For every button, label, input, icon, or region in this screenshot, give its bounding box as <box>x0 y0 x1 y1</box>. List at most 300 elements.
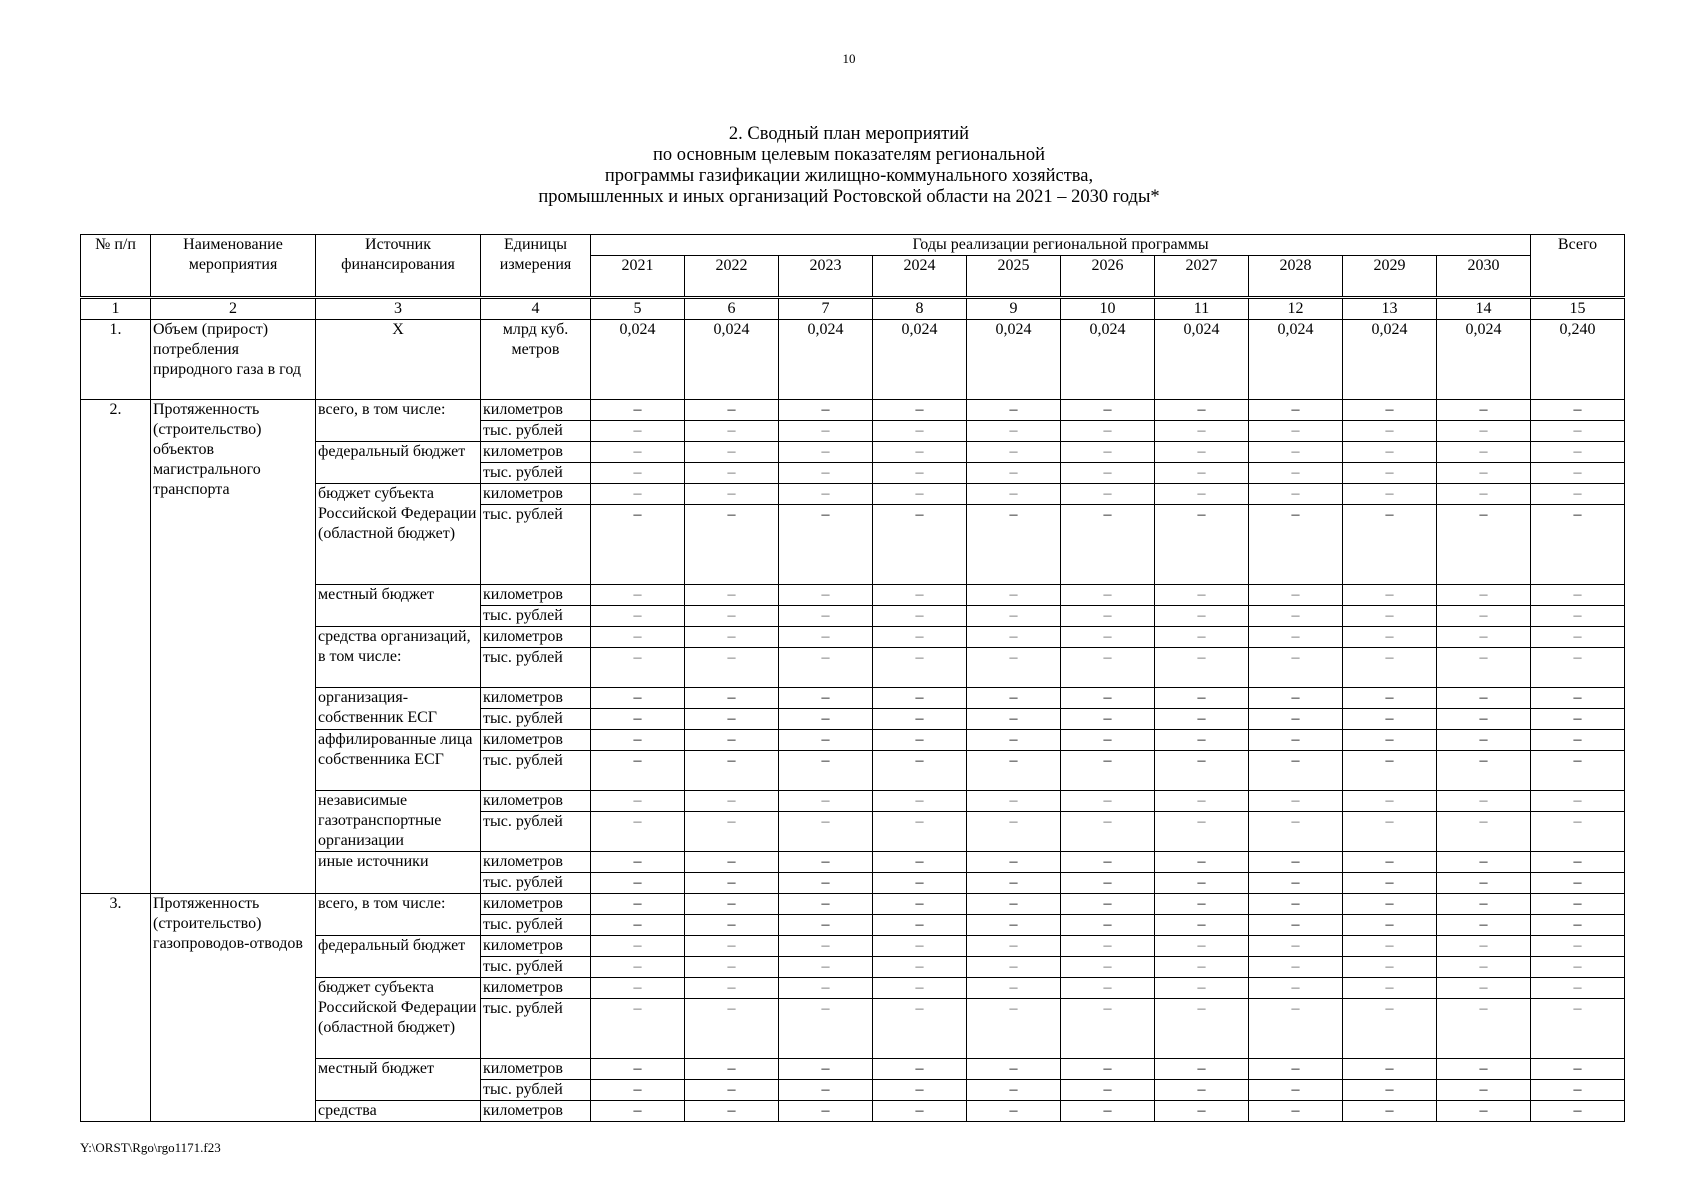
title-line-2: по основным целевым показателям региональной <box>653 145 1045 165</box>
total-cell: – <box>1531 751 1625 791</box>
value-cell: – <box>1343 709 1437 730</box>
unit-cell: тыс. рублей <box>481 505 591 585</box>
title-line-4: промышленных и иных организаций Ростовской области на 2021 – 2030 годы* <box>538 187 1160 207</box>
column-number: 9 <box>967 298 1061 320</box>
value-cell: – <box>1437 915 1531 936</box>
funding-source: всего, в том числе: <box>316 894 481 936</box>
value-cell: – <box>685 957 779 978</box>
value-cell: – <box>779 400 873 421</box>
value-cell: – <box>967 585 1061 606</box>
unit-cell: тыс. рублей <box>481 873 591 894</box>
value-cell: – <box>1061 484 1155 505</box>
value-cell: – <box>967 791 1061 812</box>
unit-cell: тыс. рублей <box>481 1080 591 1101</box>
value-cell: – <box>1061 730 1155 751</box>
value-cell: – <box>1061 648 1155 688</box>
total-cell: – <box>1531 585 1625 606</box>
unit-cell: тыс. рублей <box>481 606 591 627</box>
value-cell: – <box>1155 463 1249 484</box>
value-cell: – <box>1343 791 1437 812</box>
value-cell: – <box>685 730 779 751</box>
value-cell: – <box>1437 936 1531 957</box>
value-cell: – <box>1249 505 1343 585</box>
table-row <box>81 400 1625 421</box>
value-cell: – <box>591 894 685 915</box>
value-cell: – <box>591 873 685 894</box>
value-cell: 0,024 <box>779 320 873 400</box>
document-title <box>0 124 1698 208</box>
value-cell: – <box>685 999 779 1059</box>
value-cell: – <box>779 1101 873 1122</box>
value-cell: – <box>967 505 1061 585</box>
funding-source: иные источники <box>316 852 481 894</box>
value-cell: – <box>873 505 967 585</box>
value-cell: – <box>779 421 873 442</box>
value-cell: – <box>1343 894 1437 915</box>
value-cell: – <box>967 484 1061 505</box>
value-cell: – <box>1061 957 1155 978</box>
value-cell: – <box>1155 627 1249 648</box>
value-cell: – <box>1249 957 1343 978</box>
value-cell: – <box>873 484 967 505</box>
value-cell: – <box>967 873 1061 894</box>
value-cell: – <box>1249 606 1343 627</box>
value-cell: 0,024 <box>591 320 685 400</box>
value-cell: – <box>967 442 1061 463</box>
value-cell: – <box>1155 751 1249 791</box>
value-cell: – <box>1061 894 1155 915</box>
value-cell: – <box>1437 1101 1531 1122</box>
value-cell: – <box>1061 585 1155 606</box>
value-cell: – <box>685 1101 779 1122</box>
value-cell: – <box>1437 442 1531 463</box>
total-cell: – <box>1531 978 1625 999</box>
value-cell: – <box>1343 585 1437 606</box>
value-cell: – <box>967 751 1061 791</box>
table-row <box>81 320 1625 400</box>
value-cell: – <box>591 688 685 709</box>
unit-cell: километров <box>481 791 591 812</box>
value-cell: – <box>873 812 967 852</box>
value-cell: – <box>779 852 873 873</box>
total-cell: – <box>1531 505 1625 585</box>
value-cell: – <box>1061 463 1155 484</box>
value-cell: – <box>1061 936 1155 957</box>
unit-cell: тыс. рублей <box>481 463 591 484</box>
value-cell: – <box>1343 852 1437 873</box>
value-cell: – <box>873 936 967 957</box>
value-cell: – <box>1155 648 1249 688</box>
value-cell: – <box>685 791 779 812</box>
measure-name: Объем (прирост) потребления природного газа в год <box>151 320 316 400</box>
value-cell: – <box>1155 978 1249 999</box>
value-cell: – <box>1437 791 1531 812</box>
value-cell: – <box>1249 1080 1343 1101</box>
value-cell: – <box>1343 1080 1437 1101</box>
total-cell: – <box>1531 463 1625 484</box>
value-cell: – <box>873 852 967 873</box>
funding-source: всего, в том числе: <box>316 400 481 442</box>
total-cell: – <box>1531 894 1625 915</box>
value-cell: – <box>1061 852 1155 873</box>
value-cell: – <box>1343 873 1437 894</box>
value-cell: – <box>1343 936 1437 957</box>
value-cell: – <box>967 957 1061 978</box>
value-cell: – <box>685 627 779 648</box>
value-cell: – <box>591 730 685 751</box>
value-cell: 0,024 <box>1061 320 1155 400</box>
value-cell: – <box>1343 463 1437 484</box>
total-cell: – <box>1531 812 1625 852</box>
unit-cell: километров <box>481 442 591 463</box>
unit-cell: тыс. рублей <box>481 709 591 730</box>
value-cell: – <box>779 442 873 463</box>
value-cell: – <box>779 585 873 606</box>
value-cell: – <box>1437 585 1531 606</box>
value-cell: – <box>1343 730 1437 751</box>
total-cell: – <box>1531 627 1625 648</box>
value-cell: – <box>1437 484 1531 505</box>
unit-cell: тыс. рублей <box>481 812 591 852</box>
value-cell: – <box>1249 585 1343 606</box>
value-cell: – <box>967 1059 1061 1080</box>
value-cell: – <box>591 505 685 585</box>
column-number: 2 <box>151 298 316 320</box>
funding-source: бюджет субъекта Российской Федерации (областной бюджет) <box>316 978 481 1059</box>
header-year: 2027 <box>1155 256 1249 298</box>
value-cell: – <box>685 709 779 730</box>
value-cell: – <box>685 1080 779 1101</box>
value-cell: 0,024 <box>1155 320 1249 400</box>
column-number: 15 <box>1531 298 1625 320</box>
value-cell: – <box>1437 688 1531 709</box>
value-cell: – <box>1343 484 1437 505</box>
value-cell: – <box>779 730 873 751</box>
value-cell: – <box>873 978 967 999</box>
unit-cell: километров <box>481 400 591 421</box>
value-cell: – <box>1061 442 1155 463</box>
value-cell: – <box>591 442 685 463</box>
value-cell: 0,024 <box>1249 320 1343 400</box>
measure-name: Протяженность (строительство) газопроводов-отводов <box>151 894 316 1122</box>
value-cell: – <box>967 648 1061 688</box>
header-year: 2025 <box>967 256 1061 298</box>
file-path-footer: Y:\ORST\Rgo\rgo1171.f23 <box>80 1140 221 1155</box>
value-cell: – <box>1155 1059 1249 1080</box>
funding-source: местный бюджет <box>316 1059 481 1101</box>
funding-source: Х <box>316 320 481 400</box>
value-cell: – <box>1437 421 1531 442</box>
value-cell: – <box>1343 915 1437 936</box>
value-cell: – <box>1155 852 1249 873</box>
value-cell: – <box>1155 484 1249 505</box>
value-cell: – <box>1437 463 1531 484</box>
value-cell: – <box>1155 873 1249 894</box>
value-cell: – <box>779 957 873 978</box>
header-years-group: Годы реализации региональной программы <box>591 235 1531 256</box>
value-cell: – <box>1343 957 1437 978</box>
value-cell: – <box>1155 791 1249 812</box>
value-cell: – <box>873 709 967 730</box>
value-cell: – <box>1437 505 1531 585</box>
value-cell: – <box>1343 978 1437 999</box>
total-cell: 0,240 <box>1531 320 1625 400</box>
value-cell: – <box>1343 688 1437 709</box>
column-number: 1 <box>81 298 151 320</box>
value-cell: – <box>1437 1059 1531 1080</box>
column-number: 14 <box>1437 298 1531 320</box>
value-cell: – <box>1061 1059 1155 1080</box>
value-cell: – <box>1155 400 1249 421</box>
value-cell: – <box>967 915 1061 936</box>
value-cell: – <box>685 873 779 894</box>
value-cell: – <box>779 484 873 505</box>
value-cell: – <box>873 606 967 627</box>
column-number: 10 <box>1061 298 1155 320</box>
value-cell: – <box>591 648 685 688</box>
value-cell: – <box>591 1080 685 1101</box>
value-cell: – <box>873 999 967 1059</box>
value-cell: – <box>1061 1080 1155 1101</box>
value-cell: – <box>873 1101 967 1122</box>
value-cell: – <box>1249 915 1343 936</box>
funding-source: бюджет субъекта Российской Федерации (областной бюджет) <box>316 484 481 585</box>
value-cell: – <box>1343 751 1437 791</box>
value-cell: – <box>1249 463 1343 484</box>
value-cell: – <box>967 812 1061 852</box>
value-cell: – <box>1437 751 1531 791</box>
funding-source: федеральный бюджет <box>316 936 481 978</box>
value-cell: – <box>873 873 967 894</box>
value-cell: – <box>1155 894 1249 915</box>
value-cell: – <box>779 1080 873 1101</box>
value-cell: – <box>1343 505 1437 585</box>
value-cell: – <box>873 688 967 709</box>
total-cell: – <box>1531 957 1625 978</box>
header-year: 2023 <box>779 256 873 298</box>
value-cell: – <box>1061 999 1155 1059</box>
value-cell: – <box>779 505 873 585</box>
funding-source: местный бюджет <box>316 585 481 627</box>
value-cell: – <box>591 751 685 791</box>
funding-source: федеральный бюджет <box>316 442 481 484</box>
value-cell: – <box>1343 1101 1437 1122</box>
value-cell: – <box>1343 421 1437 442</box>
value-cell: – <box>591 915 685 936</box>
value-cell: – <box>591 999 685 1059</box>
value-cell: – <box>1249 400 1343 421</box>
unit-cell: тыс. рублей <box>481 421 591 442</box>
unit-cell: тыс. рублей <box>481 957 591 978</box>
header-year: 2022 <box>685 256 779 298</box>
value-cell: – <box>1061 812 1155 852</box>
value-cell: – <box>967 894 1061 915</box>
value-cell: – <box>1155 915 1249 936</box>
column-number: 6 <box>685 298 779 320</box>
unit-cell: километров <box>481 1059 591 1080</box>
value-cell: – <box>779 812 873 852</box>
column-numbers-row <box>81 298 1625 320</box>
unit-cell: километров <box>481 978 591 999</box>
value-cell: – <box>1249 852 1343 873</box>
unit-cell: километров <box>481 688 591 709</box>
value-cell: – <box>1437 606 1531 627</box>
value-cell: – <box>685 400 779 421</box>
column-number: 5 <box>591 298 685 320</box>
value-cell: – <box>1249 688 1343 709</box>
value-cell: – <box>779 606 873 627</box>
value-cell: – <box>1155 1101 1249 1122</box>
header-year: 2026 <box>1061 256 1155 298</box>
total-cell: – <box>1531 1059 1625 1080</box>
header-year: 2029 <box>1343 256 1437 298</box>
value-cell: – <box>967 421 1061 442</box>
total-cell: – <box>1531 1080 1625 1101</box>
funding-source: независимые газотранспортные организации <box>316 791 481 852</box>
unit-cell: километров <box>481 894 591 915</box>
row-number: 2. <box>81 400 151 894</box>
total-cell: – <box>1531 730 1625 751</box>
value-cell: – <box>1061 873 1155 894</box>
value-cell: – <box>591 978 685 999</box>
value-cell: – <box>967 1101 1061 1122</box>
value-cell: – <box>591 1059 685 1080</box>
total-cell: – <box>1531 1101 1625 1122</box>
value-cell: – <box>779 751 873 791</box>
value-cell: – <box>685 463 779 484</box>
header-name: Наименование мероприятия <box>151 235 316 298</box>
value-cell: – <box>1249 730 1343 751</box>
value-cell: – <box>1155 936 1249 957</box>
value-cell: – <box>779 627 873 648</box>
value-cell: – <box>779 999 873 1059</box>
funding-source: средства организаций, в том числе: <box>316 627 481 688</box>
row-number: 1. <box>81 320 151 400</box>
value-cell: – <box>685 421 779 442</box>
value-cell: – <box>1437 648 1531 688</box>
value-cell: – <box>1061 688 1155 709</box>
value-cell: – <box>967 400 1061 421</box>
value-cell: – <box>1155 1080 1249 1101</box>
value-cell: – <box>685 648 779 688</box>
value-cell: – <box>1155 688 1249 709</box>
value-cell: – <box>1249 978 1343 999</box>
header-year: 2028 <box>1249 256 1343 298</box>
value-cell: – <box>685 505 779 585</box>
value-cell: – <box>1343 627 1437 648</box>
value-cell: – <box>1249 999 1343 1059</box>
value-cell: – <box>967 852 1061 873</box>
value-cell: – <box>1061 627 1155 648</box>
total-cell: – <box>1531 421 1625 442</box>
value-cell: – <box>1061 978 1155 999</box>
value-cell: – <box>1155 812 1249 852</box>
value-cell: – <box>591 812 685 852</box>
value-cell: – <box>1343 1059 1437 1080</box>
value-cell: – <box>1155 709 1249 730</box>
value-cell: – <box>591 852 685 873</box>
value-cell: – <box>685 442 779 463</box>
value-cell: – <box>1343 812 1437 852</box>
value-cell: – <box>873 791 967 812</box>
measure-name: Протяженность (строительство) объектов магистрального транспорта <box>151 400 316 894</box>
value-cell: – <box>779 936 873 957</box>
value-cell: – <box>591 709 685 730</box>
value-cell: – <box>1249 894 1343 915</box>
row-number: 3. <box>81 894 151 1122</box>
value-cell: – <box>1249 421 1343 442</box>
value-cell: – <box>1061 421 1155 442</box>
value-cell: 0,024 <box>1343 320 1437 400</box>
value-cell: – <box>1155 442 1249 463</box>
value-cell: – <box>1437 957 1531 978</box>
plan-table <box>80 234 1625 1122</box>
value-cell: – <box>873 1059 967 1080</box>
value-cell: – <box>967 978 1061 999</box>
value-cell: – <box>1343 999 1437 1059</box>
total-cell: – <box>1531 873 1625 894</box>
value-cell: – <box>873 648 967 688</box>
value-cell: – <box>1061 606 1155 627</box>
value-cell: 0,024 <box>873 320 967 400</box>
value-cell: – <box>1061 791 1155 812</box>
value-cell: – <box>685 606 779 627</box>
value-cell: – <box>1061 1101 1155 1122</box>
value-cell: – <box>685 936 779 957</box>
value-cell: – <box>591 463 685 484</box>
header-total: Всего <box>1531 235 1625 298</box>
page-number: 10 <box>842 51 856 66</box>
title-line-1: 2. Сводный план мероприятий <box>728 124 970 144</box>
value-cell: – <box>873 957 967 978</box>
header-row <box>81 235 1625 256</box>
header-source: Источник финансирования <box>316 235 481 298</box>
funding-source: организация-собственник ЕСГ <box>316 688 481 730</box>
value-cell: – <box>779 463 873 484</box>
value-cell: – <box>779 915 873 936</box>
unit-cell: километров <box>481 936 591 957</box>
value-cell: – <box>779 709 873 730</box>
value-cell: – <box>685 484 779 505</box>
table-row <box>81 894 1625 915</box>
value-cell: – <box>1437 1080 1531 1101</box>
title-line-3: программы газификации жилищно-коммунального хозяйства, <box>604 166 1094 186</box>
value-cell: – <box>873 751 967 791</box>
value-cell: – <box>873 894 967 915</box>
value-cell: – <box>967 463 1061 484</box>
header-year: 2021 <box>591 256 685 298</box>
value-cell: – <box>685 688 779 709</box>
unit-cell: километров <box>481 852 591 873</box>
value-cell: – <box>1155 505 1249 585</box>
value-cell: – <box>685 751 779 791</box>
value-cell: – <box>779 1059 873 1080</box>
header-unit: Единицы измерения <box>481 235 591 298</box>
value-cell: – <box>873 463 967 484</box>
value-cell: – <box>1437 894 1531 915</box>
unit-cell: тыс. рублей <box>481 751 591 791</box>
column-number: 8 <box>873 298 967 320</box>
value-cell: – <box>1249 709 1343 730</box>
column-number: 11 <box>1155 298 1249 320</box>
column-number: 12 <box>1249 298 1343 320</box>
value-cell: – <box>1249 751 1343 791</box>
unit-cell: тыс. рублей <box>481 648 591 688</box>
value-cell: – <box>779 873 873 894</box>
total-cell: – <box>1531 936 1625 957</box>
value-cell: – <box>1249 936 1343 957</box>
value-cell: – <box>967 709 1061 730</box>
